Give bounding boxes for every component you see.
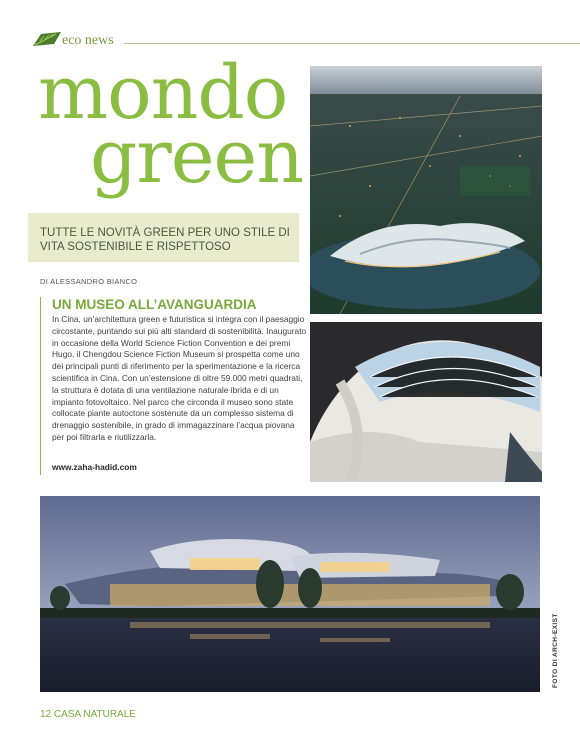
article-rule [40, 297, 41, 475]
byline: DI ALESSANDRO BIANCO [40, 277, 138, 286]
page-title-line-1: mondo [38, 50, 288, 136]
page-title-line-2: green [90, 114, 303, 200]
section-label: eco news [62, 33, 114, 48]
page-footer: 12 CASA NATURALE [40, 709, 136, 720]
leaf-icon [32, 31, 62, 47]
subtitle: TUTTE LE NOVITÀ GREEN PER UNO STILE DI VITA SOSTENIBILE E RISPETTOSO [40, 227, 290, 253]
article-link[interactable]: www.zaha-hadid.com [52, 462, 137, 472]
article-title: UN MUSEO ALL’AVANGUARDIA [52, 297, 257, 312]
header-rule [124, 43, 580, 44]
exterior-photo [40, 496, 540, 692]
aerial-photo [310, 66, 542, 314]
interior-photo [310, 322, 542, 482]
article-body: In Cina, un’architettura green e futuristica si integra con il paesaggio circostante, puntando sui più alti standard di sostenibilità. Inaugurato in occasione della World Science Fiction Convention e dei premi Hugo, il Chengdou Science Fiction Museum si prospetta come uno dei principali punti di riferimento per la sperimentazione e la ricerca scientifica in Cina. Con un’estensione di oltre 59.000 metri quadrati, la struttura è dotata di una ventilazione naturale ibrida e di un impianto fotovoltaico. Nel parco che circonda il museo sono state collocate piante autoctone sostenute da un complesso sistema di drenaggio sostenibile, in grado di immagazzinare l’acqua piovana per poi filtrarla e riutilizzarla. [52, 314, 307, 442]
photo-credit: FOTO DI ARCH-EXIST [552, 613, 559, 688]
